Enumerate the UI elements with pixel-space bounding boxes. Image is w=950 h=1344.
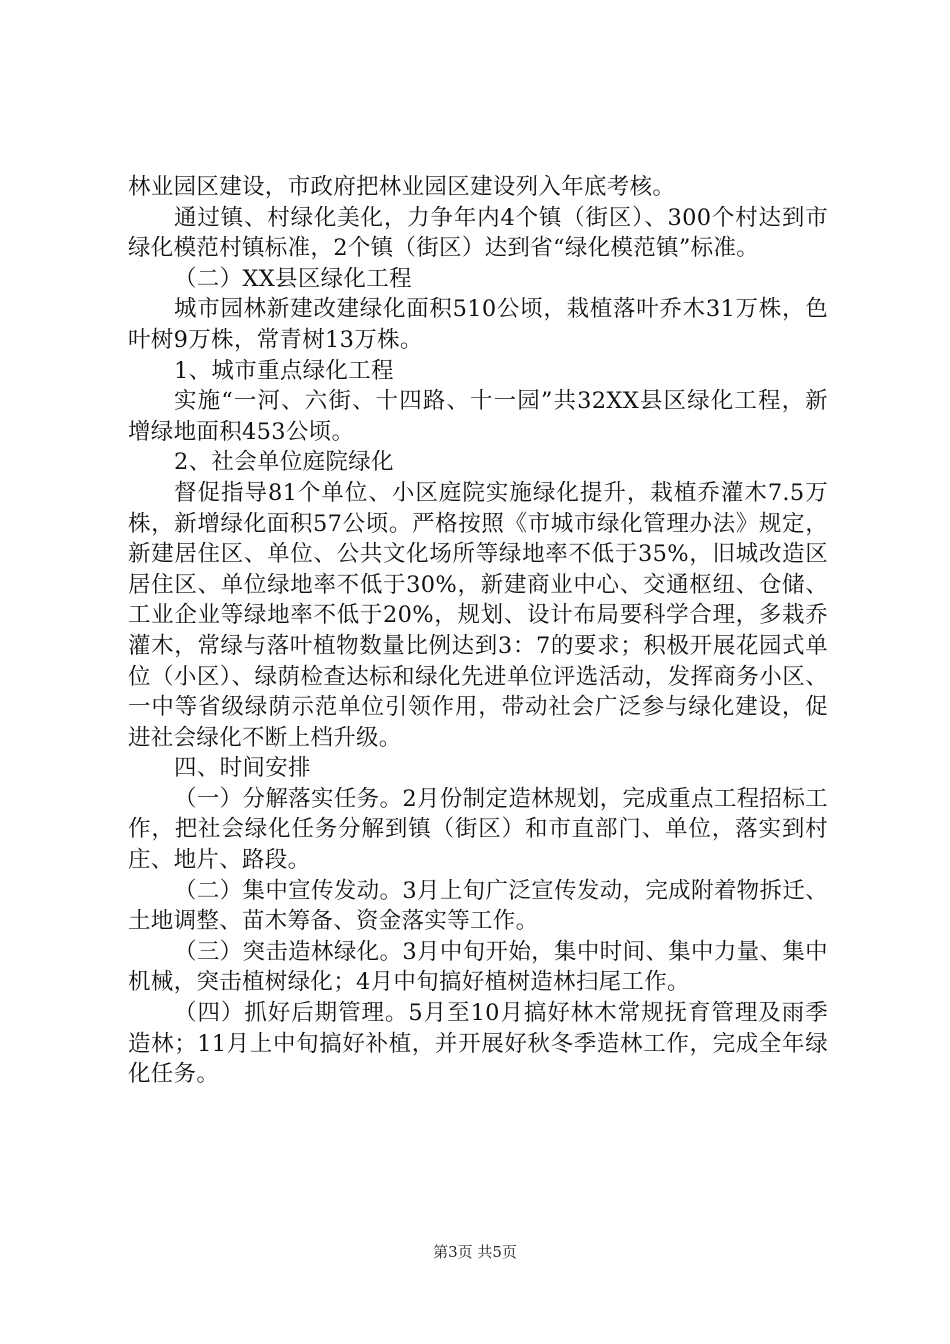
paragraph-10: （一）分解落实任务。2月份制定造林规划，完成重点工程招标工作，把社会绿化任务分解到镇（街区）和市直部门、单位，落实到村庄、地片、路段。 (128, 785, 828, 874)
section-heading-county-greening: （二）XX县区绿化工程 (174, 265, 412, 292)
document-body (128, 172, 828, 1090)
paragraph-11: （二）集中宣传发动。3月上旬广泛宣传发动，完成附着物拆迁、土地调整、苗木筹备、资金落实等工作。 (128, 877, 828, 935)
paragraph-1: 林业园区建设，市政府把林业园区建设列入年底考核。 (128, 174, 676, 200)
paragraph-8: 督促指导81个单位、小区庭院实施绿化提升，栽植乔灌木7.5万株，新增绿化面积57公顷。严格按照《市城市绿化管理办法》规定，新建居住区、单位、公共文化场所等绿地率不低于35%，旧城改造区居住区、单位绿地率不低于30%，新建商业中心、交通枢纽、仓储、工业企业等绿地率不低于20%，规划、设计布局要科学合理，多栽乔灌木，常绿与落叶植物数量比例达到3：7的要求；积极开展花园式单位（小区）、绿荫检查达标和绿化先进单位评选活动，发挥商务小区、一中等省级绿荫示范单位引领作用，带动社会广泛参与绿化建设，促进社会绿化不断上档升级。 (128, 479, 828, 751)
subheading-courtyard-greening: 2、社会单位庭院绿化 (174, 449, 394, 476)
subheading-key-projects: 1、城市重点绿化工程 (174, 357, 394, 384)
paragraph-4: 城市园林新建改建绿化面积510公顷，栽植落叶乔木31万株，色叶树9万株，常青树13万株。 (128, 296, 828, 353)
section-heading-schedule: 四、时间安排 (174, 755, 311, 782)
paragraph-2: 通过镇、村绿化美化，力争年内4个镇（街区）、300个村达到市绿化模范村镇标准，2个镇（街区）达到省“绿化模范镇”标准。 (128, 204, 828, 262)
paragraph-13: （四）抓好后期管理。5月至10月搞好林木常规抚育管理及雨季造林；11月上中旬搞好补植，并开展好秋冬季造林工作，完成全年绿化任务。 (128, 1000, 828, 1088)
paragraph-12: （三）突击造林绿化。3月中旬开始，集中时间、集中力量、集中机械，突击植树绿化；4月中旬搞好植树造林扫尾工作。 (128, 938, 828, 996)
paragraph-6: 实施“一河、六街、十四路、十一园”共32XX县区绿化工程，新增绿地面积453公顷。 (128, 388, 828, 445)
page-number-footer: 第3页 共5页 (433, 1243, 517, 1261)
